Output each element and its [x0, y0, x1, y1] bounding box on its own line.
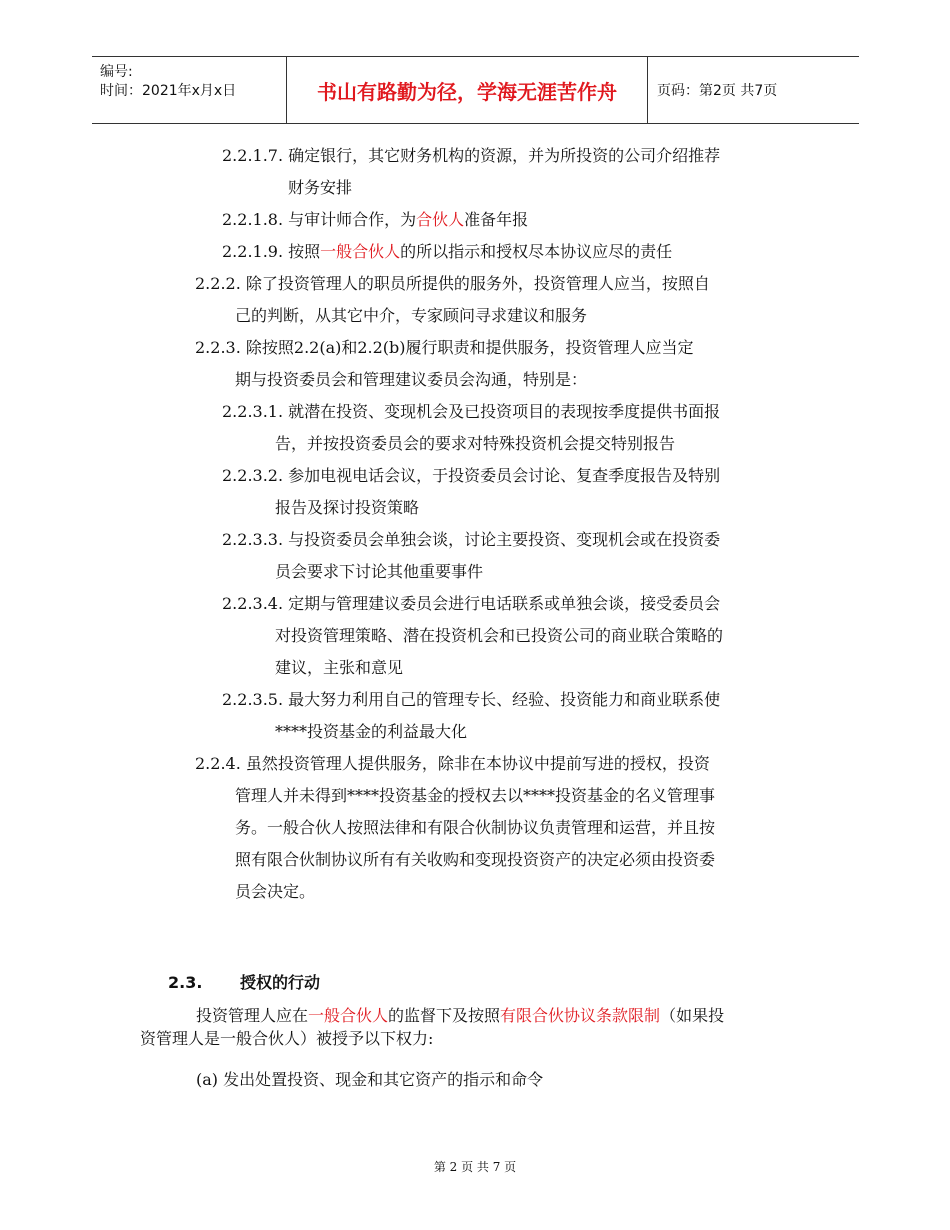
section-paragraph: [196, 1006, 724, 1026]
clause-2-2-1-9: [222, 242, 672, 262]
clause-2-2-1-7-cont: 财务安排: [288, 178, 353, 197]
list-item-a: (a) 发出处置投资、现金和其它资产的指示和命令: [196, 1070, 544, 1089]
clause-2-2-4-cont4: 员会决定。: [235, 882, 316, 901]
clause-2-2-3-3-cont: 员会要求下讨论其他重要事件: [275, 562, 484, 581]
highlight-agreement-limits: 有限合伙协议条款限制: [500, 1006, 661, 1025]
clause-2-2-1-7: 2.2.1.7. 确定银行，其它财务机构的资源，并为所投资的公司介绍推荐: [222, 146, 721, 165]
clause-2-2-3-2: 2.2.3.2. 参加电视电话会议，于投资委员会讨论、复查季度报告及特别: [222, 466, 721, 485]
clause-text: 准备年报: [464, 210, 529, 229]
clause-2-2-3-cont: 期与投资委员会和管理建议委员会沟通，特别是：: [235, 370, 588, 389]
header-table: [92, 56, 859, 124]
header-motto: 书山有路勤为径，学海无涯苦作舟: [286, 57, 648, 123]
clause-text: 2.2.1.8. 与审计师合作，为: [222, 210, 417, 229]
clause-2-2-1-8: [222, 210, 528, 230]
header-page-cell: [647, 57, 859, 123]
clause-2-2-2: 2.2.2. 除了投资管理人的职员所提供的服务外，投资管理人应当，按照自: [195, 274, 710, 293]
clause-2-2-3: 2.2.3. 除按照2.2(a)和2.2(b)履行职责和提供服务，投资管理人应当定: [195, 338, 694, 357]
section-paragraph-cont: 资管理人是一般合伙人）被授予以下权力:: [140, 1029, 434, 1048]
clause-2-2-3-4: 2.2.3.4. 定期与管理建议委员会进行电话联系或单独会谈，接受委员会: [222, 594, 721, 613]
clause-2-2-4-cont3: 照有限合伙制协议所有有关收购和变现投资资产的决定必须由投资委: [235, 850, 716, 869]
para-text: 的监督下及按照: [388, 1006, 501, 1025]
header-page-label: 页码：第2页 共7页: [657, 83, 778, 99]
page-footer: 第 2 页 共 7 页: [433, 1160, 517, 1174]
section-number: 2.3.: [168, 973, 203, 992]
clause-2-2-3-1-cont: 告，并按投资委员会的要求对特殊投资机会提交特别报告: [275, 434, 676, 453]
clause-2-2-3-4-cont2: 建议，主张和意见: [275, 658, 404, 677]
highlight-general-partner: 一般合伙人: [320, 242, 401, 261]
header-left-cell: [92, 57, 286, 123]
highlight-general-partner: 一般合伙人: [308, 1006, 389, 1025]
clause-2-2-4: 2.2.4. 虽然投资管理人提供服务，除非在本协议中提前写进的授权，投资: [195, 754, 710, 773]
document-number-label: 编号:: [100, 64, 133, 80]
para-text: （如果投: [660, 1006, 725, 1025]
section-title: 授权的行动: [240, 973, 321, 992]
clause-2-2-3-5-cont: ****投资基金的利益最大化: [275, 722, 468, 741]
document-date-label: 时间：2021年x月x日: [100, 83, 237, 99]
clause-2-2-4-cont2: 务。一般合伙人按照法律和有限合伙制协议负责管理和运营，并且按: [235, 818, 716, 837]
clause-2-2-3-4-cont: 对投资管理策略、潜在投资机会和已投资公司的商业联合策略的: [275, 626, 724, 645]
clause-2-2-3-5: 2.2.3.5. 最大努力利用自己的管理专长、经验、投资能力和商业联系使: [222, 690, 721, 709]
highlight-partner: 合伙人: [416, 210, 465, 229]
para-text: 投资管理人应在: [196, 1006, 309, 1025]
clause-2-2-4-cont: 管理人并未得到****投资基金的授权去以****投资基金的名义管理事: [235, 786, 716, 805]
clause-2-2-2-cont: 己的判断，从其它中介，专家顾问寻求建议和服务: [235, 306, 588, 325]
clause-text: 的所以指示和授权尽本协议应尽的责任: [400, 242, 673, 261]
clause-2-2-3-1: 2.2.3.1. 就潜在投资、变现机会及已投资项目的表现按季度提供书面报: [222, 402, 721, 421]
clause-text: 2.2.1.9. 按照: [222, 242, 321, 261]
clause-2-2-3-2-cont: 报告及探讨投资策略: [275, 498, 420, 517]
clause-2-2-3-3: 2.2.3.3. 与投资委员会单独会谈，讨论主要投资、变现机会或在投资委: [222, 530, 721, 549]
